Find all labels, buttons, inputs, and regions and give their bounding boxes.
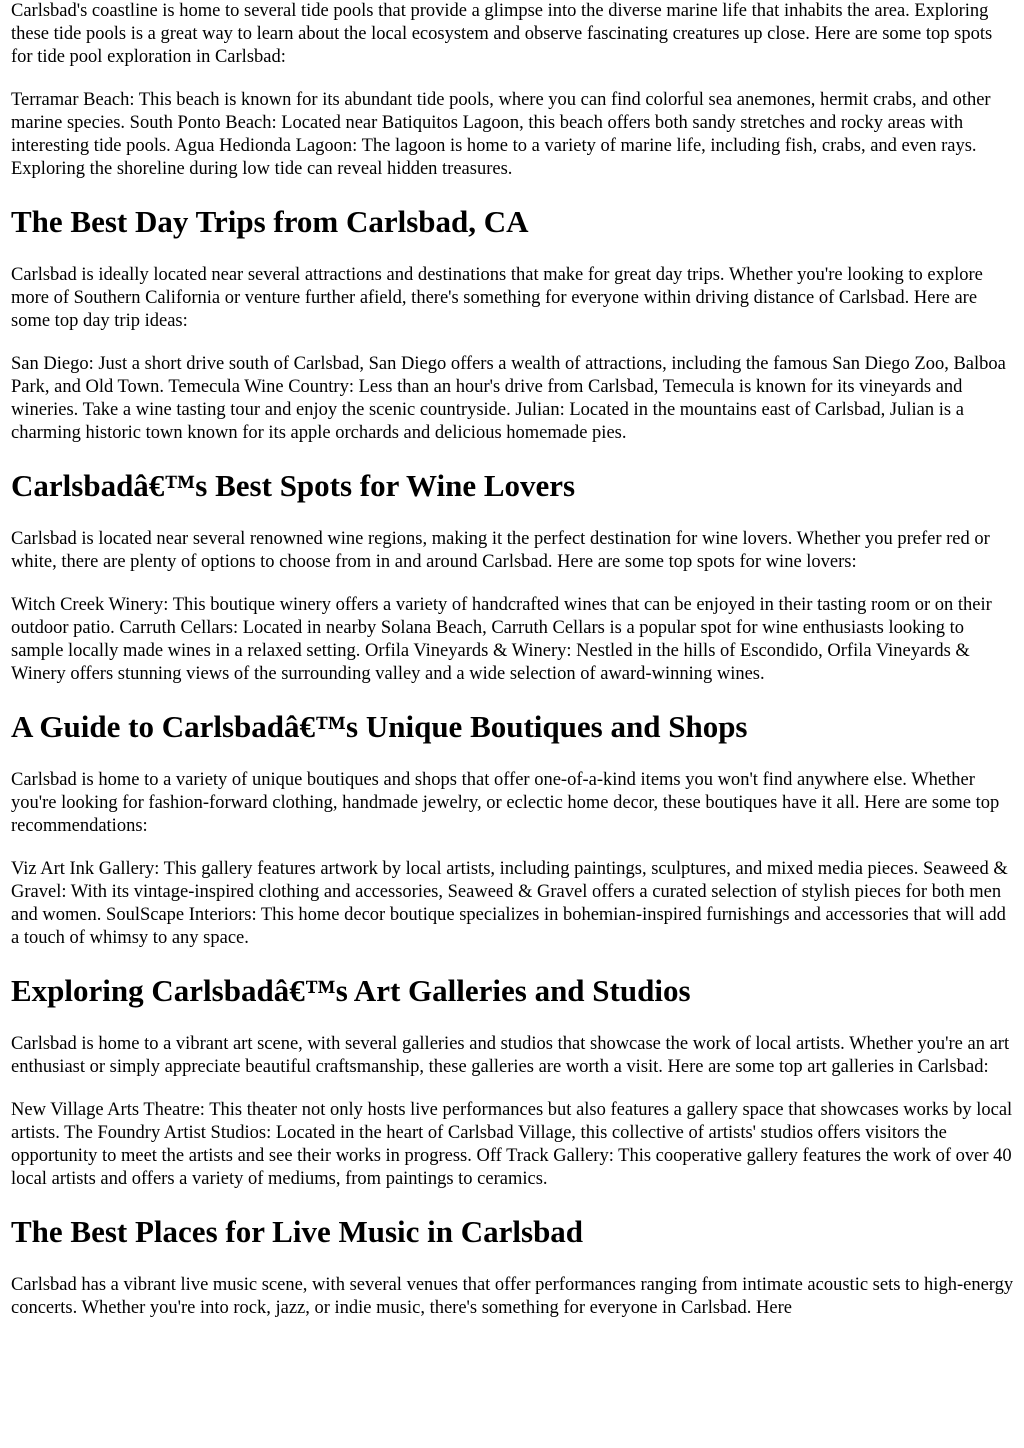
- section-wine-lovers: [11, 468, 1014, 686]
- section-tide-pools: [11, 0, 1014, 181]
- section-boutiques: [11, 709, 1014, 950]
- paragraph: New Village Arts Theatre: This theater not only hosts live performances but also features a gallery space that showcases works by local artists. The Foundry Artist Studios: Located in the heart of Carlsbad Village, this collective of artists' studios offers visitors the opportunity to meet the artists and see their works in progress. Off Track Gallery: This cooperative gallery features the work of over 40 local artists and offers a variety of mediums, from paintings to ceramics.: [11, 1100, 1013, 1189]
- section-day-trips: [11, 204, 1014, 445]
- paragraph: Witch Creek Winery: This boutique winery offers a variety of handcrafted wines that can be enjoyed in their tasting room or on their outdoor patio. Carruth Cellars: Located in nearby Solana Beach, Carruth Cellars is a popular spot for wine enthusiasts looking to sample locally made wines in a relaxed setting. Orfila Vineyards & Winery: Nestled in the hills of Escondido, Orfila Vineyards & Winery offers stunning views of the surrounding valley and a wide selection of award-winning wines.: [11, 595, 992, 684]
- paragraph: Carlsbad is located near several renowned wine regions, making it the perfect destination for wine lovers. Whether you prefer red or white, there are plenty of options to choose from in and around Carlsbad. Here are some top spots for wine lovers:: [11, 529, 990, 572]
- paragraph: Carlsbad's coastline is home to several tide pools that provide a glimpse into the diverse marine life that inhabits the area. Exploring these tide pools is a great way to learn about the local ecosystem and observe fascinating creatures up close. Here are some top spots for tide pool exploration in Carlsbad:: [11, 1, 993, 67]
- paragraph: Carlsbad has a vibrant live music scene, with several venues that offer performances ranging from intimate acoustic sets to high-energy concerts. Whether you're into rock, jazz, or indie music, there's something for everyone in Carlsbad. Here: [11, 1275, 1014, 1318]
- section-heading: Carlsbadâ€™s Best Spots for Wine Lovers: [11, 468, 576, 503]
- section-heading: A Guide to Carlsbadâ€™s Unique Boutiques and Shops: [11, 709, 748, 744]
- paragraph: Carlsbad is home to a variety of unique boutiques and shops that offer one-of-a-kind items you won't find anywhere else. Whether you're looking for fashion-forward clothing, handmade jewelry, or eclectic home decor, these boutiques have it all. Here are some top recommendations:: [11, 770, 1000, 836]
- section-heading: The Best Places for Live Music in Carlsbad: [11, 1214, 584, 1249]
- section-heading: The Best Day Trips from Carlsbad, CA: [11, 204, 529, 239]
- paragraph: San Diego: Just a short drive south of Carlsbad, San Diego offers a wealth of attractions, including the famous San Diego Zoo, Balboa Park, and Old Town. Temecula Wine Country: Less than an hour's drive from Carlsbad, Temecula is known for its vineyards and wineries. Take a wine tasting tour and enjoy the scenic countryside. Julian: Located in the mountains east of Carlsbad, Julian is a charming historic town known for its apple orchards and delicious homemade pies.: [11, 354, 1006, 443]
- paragraph: Viz Art Ink Gallery: This gallery features artwork by local artists, including paintings, sculptures, and mixed media pieces. Seaweed & Gravel: With its vintage-inspired clothing and accessories, Seaweed & Gravel offers a curated selection of stylish pieces for both men and women. SoulScape Interiors: This home decor boutique specializes in bohemian-inspired furnishings and accessories that will add a touch of whimsy to any space.: [11, 859, 1008, 948]
- section-heading: Exploring Carlsbadâ€™s Art Galleries and Studios: [11, 973, 691, 1008]
- paragraph: Carlsbad is home to a vibrant art scene, with several galleries and studios that showcase the work of local artists. Whether you're an art enthusiast or simply appreciate beautiful craftsmanship, these galleries are worth a visit. Here are some top art galleries in Carlsbad:: [11, 1034, 1010, 1077]
- section-art-galleries: [11, 973, 1014, 1191]
- paragraph: Terramar Beach: This beach is known for its abundant tide pools, where you can find colorful sea anemones, hermit crabs, and other marine species. South Ponto Beach: Located near Batiquitos Lagoon, this beach offers both sandy stretches and rocky areas with interesting tide pools. Agua Hedionda Lagoon: The lagoon is home to a variety of marine life, including fish, crabs, and even rays. Exploring the shoreline during low tide can reveal hidden treasures.: [11, 90, 991, 179]
- section-live-music: [11, 1214, 1014, 1320]
- paragraph: Carlsbad is ideally located near several attractions and destinations that make for great day trips. Whether you're looking to explore more of Southern California or venture further afield, there's something for everyone within driving distance of Carlsbad. Here are some top day trip ideas:: [11, 265, 983, 331]
